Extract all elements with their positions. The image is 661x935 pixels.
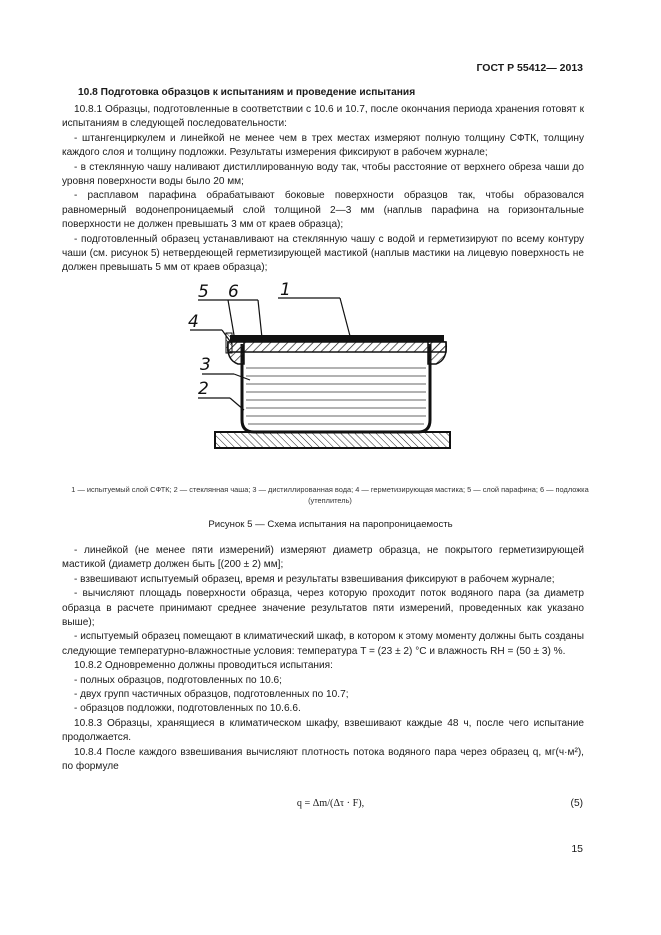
label-6: 6 xyxy=(228,282,239,302)
paragraph: - испытуемый образец помещают в климатический шкаф, в котором к этому моменту должны быть созданы следующие температурно-влажностные условия: температура T = (23 ± 2) °C и влажность RH = (50 ± 3) %. xyxy=(62,631,584,657)
formula-number: (5) xyxy=(570,798,583,809)
figure-caption: 1 — испытуемый слой СФТК; 2 — стеклянная чаша; 3 — дистиллированная вода; 4 — герметизирующая мастика; 5 — слой парафина; 6 — подложка (утеплитель) xyxy=(71,485,589,505)
formula: q = Δm/(Δτ · F), xyxy=(296,798,365,809)
paragraph: - расплавом парафина обрабатывают боковые поверхности образцов так, чтобы образовался равномерный водонепроницаемый слой толщиной 2—3 мм (наплыв парафина на горизонтальные поверхности не должен превышать 3 мм от краев образца); xyxy=(62,190,584,231)
paragraph: 10.8.4 После каждого взвешивания вычисляют плотность потока водяного пара через образец q, мг(ч·м²), по формуле xyxy=(62,746,584,773)
paragraph: 10.8.3 Образцы, хранящиеся в климатическом шкафу, взвешивают каждые 48 ч, после чего испытание продолжается. xyxy=(62,717,584,744)
label-1: 1 xyxy=(280,280,291,300)
paragraph: - взвешивают испытуемый образец, время и результаты взвешивания фиксируют в рабочем журнале; xyxy=(74,573,555,585)
text-block-2 xyxy=(62,544,584,775)
text-block-1 xyxy=(62,103,584,276)
page-number: 15 xyxy=(571,843,583,855)
substrate xyxy=(228,342,446,352)
paragraph: - подготовленный образец устанавливают на стеклянную чашу с водой и герметизируют по всему контуру чаши (см. рисунок 5) нетвердеющей герметизирующей мастикой (наплыв мастики на лицевую поверхность не должен превышать 5 мм от краев образца); xyxy=(62,233,584,274)
paragraph: 10.8.1 Образцы, подготовленные в соответствии с 10.6 и 10.7, после окончания периода хранения готовят к испытаниям в следующей последовательности: xyxy=(62,104,584,130)
label-3: 3 xyxy=(200,355,211,375)
standard-number: ГОСТ Р 55412— 2013 xyxy=(476,62,583,74)
section-heading: 10.8 Подготовка образцов к испытаниям и проведение испытания xyxy=(78,87,416,98)
paragraph: - вычисляют площадь поверхности образца, через которую проходит поток водяного пара (за диаметр образца в расчете принимают среднее значение результатов пяти измерений, проведенных как указано выше); xyxy=(62,588,584,629)
paragraph: - линейкой (не менее пяти измерений) измеряют диаметр образца, не покрытого герметизирующей мастикой (диаметр должен быть [(200 ± 2) мм]; xyxy=(62,545,584,571)
label-2: 2 xyxy=(198,379,209,399)
label-4: 4 xyxy=(188,312,199,332)
figure-title: Рисунок 5 — Схема испытания на паропроницаемость xyxy=(208,519,453,530)
label-5: 5 xyxy=(198,282,209,302)
paragraph: - полных образцов, подготовленных по 10.6; xyxy=(74,674,282,686)
paragraph: - двух групп частичных образцов, подготовленных по 10.7; xyxy=(74,689,349,701)
paragraph: - в стеклянную чашу наливают дистиллированную воду так, чтобы расстояние от верхнего обреза чаши до уровня поверхности воды было 20 мм; xyxy=(62,161,584,188)
paragraph: - штангенциркулем и линейкой не менее чем в трех местах измеряют полную толщину СФТК, толщину каждого слоя и толщину подложки. Результаты измерения фиксируют в рабочем журнале; xyxy=(62,132,584,159)
glass-dish xyxy=(242,344,430,432)
paragraph: - образцов подложки, подготовленных по 10.6.6. xyxy=(74,703,301,715)
paragraph: 10.8.2 Одновременно должны проводиться испытания: xyxy=(74,660,333,672)
base-slab xyxy=(215,432,450,448)
figure-diagram xyxy=(180,280,460,470)
